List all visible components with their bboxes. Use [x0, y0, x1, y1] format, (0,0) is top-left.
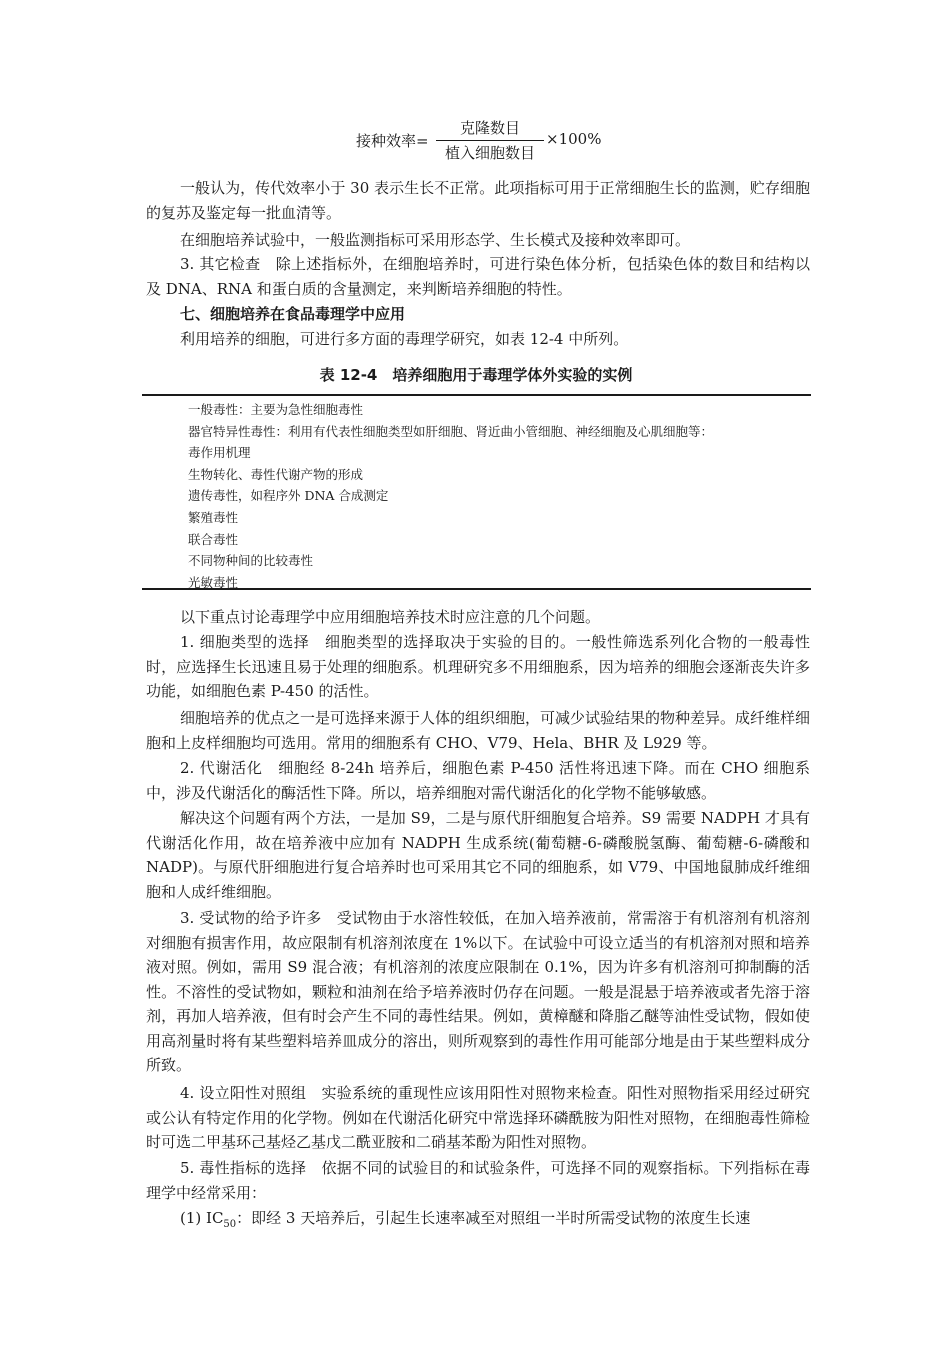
- paragraph-toxicity-indicators: 5. 毒性指标的选择 依据不同的试验目的和试验条件，可选择不同的观察指标。下列指标在毒理学中经常采用：: [146, 1159, 810, 1202]
- paragraph-cell-type-selection: 1. 细胞类型的选择 细胞类型的选择取决于实验的目的。一般性筛选系列化合物的一般毒性时，应选择生长迅速且易于处理的细胞系。机理研究多不用细胞系，因为培养的细胞会逐渐丧失许多功能，如细胞色素 P-450 的活性。: [146, 633, 810, 700]
- formula-fraction: [436, 118, 544, 163]
- formula-numerator: 克隆数目: [459, 119, 520, 137]
- formula-rhs: ×100%: [546, 130, 602, 148]
- paragraph-table-intro: 利用培养的细胞，可进行多方面的毒理学研究，如表 12-4 中所列。: [180, 330, 629, 348]
- paragraph-issues-intro: 以下重点讨论毒理学中应用细胞培养技术时应注意的几个问题。: [180, 608, 601, 626]
- paragraph-s9-solution: 解决这个问题有两个方法，一是加 S9，二是与原代肝细胞复合培养。S9 需要 NADPH 才具有代谢活化作用，故在培养液中应加有 NADPH 生成系统(葡萄糖-6-磷酸脱氢酶、葡萄糖-6-磷酸和 NADP)。与原代肝细胞进行复合培养时也可采用其它不同的细胞系，如 V79、中国地鼠肺成纤维细胞和人成纤维细胞。: [146, 809, 810, 901]
- paragraph-ic50: [146, 1206, 810, 1238]
- ic50-text: ：即经 3 天培养后，引起生长速率减至对照组一半时所需受试物的浓度生长速: [236, 1209, 751, 1227]
- table-caption: 表 12-4 培养细胞用于毒理学体外实验的实例: [319, 366, 633, 384]
- table-row: 生物转化、毒性代谢产物的形成: [188, 466, 364, 482]
- paragraph-test-substance: 3. 受试物的给予许多 受试物由于水溶性较低，在加入培养液前，常需溶于有机溶剂有机溶剂对细胞有损害作用，故应限制有机溶剂浓度在 1%以下。在试验中可设立适当的有机溶剂对照和培养液对照。例如，需用 S9 混合液；有机溶剂的浓度应限制在 0.1%，因为许多有机溶剂可抑制酶的活性。不溶性的受试物如，颗粒和油剂在给予培养液时仍存在问题。一般是混悬于培养液或者先溶于溶剂，再加人培养液，但有时会产生不同的毒性结果。例如，黄樟醚和降脂乙醚等油性受试物，假如使用高剂量时将有某些塑料培养皿成分的溶出，则所观察到的毒性作用可能部分地是由于某些塑料成分所致。: [146, 909, 810, 1074]
- paragraph-other-checks: 3. 其它检查 除上述指标外，在细胞培养时，可进行染色体分析，包括染色体的数目和结构以及 DNA、RNA 和蛋白质的含量测定，来判断培养细胞的特性。: [146, 255, 810, 298]
- table-top-rule: [142, 394, 811, 396]
- formula-denominator: 植入细胞数目: [444, 144, 535, 162]
- table-bottom-rule: [142, 588, 811, 590]
- section-title: 七、细胞培养在食品毒理学中应用: [180, 305, 406, 323]
- paragraph-cell-advantages: 细胞培养的优点之一是可选择来源于人体的组织细胞，可减少试验结果的物种差异。成纤维样细胞和上皮样细胞均可选用。常用的细胞系有 CHO、V79、Hela、BHR 及 L929 等。: [146, 709, 811, 752]
- ic50-prefix: (1) IC: [180, 1209, 224, 1227]
- table-row: 联合毒性: [188, 531, 239, 547]
- table-row: 光敏毒性: [188, 574, 239, 590]
- ic50-subscript: 50: [223, 1219, 237, 1230]
- table-row: 繁殖毒性: [188, 510, 239, 525]
- table-row: 一般毒性：主要为急性细胞毒性: [188, 402, 364, 417]
- paragraph-metabolic-activation: 2. 代谢活化 细胞经 8-24h 培养后，细胞色素 P-450 活性将迅速下降。而在 CHO 细胞系中，涉及代谢活化的酶活性下降。所以，培养细胞对需代谢活化的化学物不能够敏感。: [146, 759, 810, 802]
- fraction-bar: [436, 140, 544, 141]
- paragraph-positive-control: 4. 设立阳性对照组 实验系统的重现性应该用阳性对照物来检查。阳性对照物指采用经过研究或公认有特定作用的化学物。例如在代谢活化研究中常选择环磷酰胺为阳性对照物，在细胞毒性筛检时可选二甲基环己基烃乙基戊二酰亚胺和二硝基苯酚为阳性对照物。: [146, 1084, 810, 1151]
- table-row: 器官特异性毒性：利用有代表性细胞类型如肝细胞、肾近曲小管细胞、神经细胞及心肌细胞等：: [188, 423, 714, 439]
- paragraph-growth-monitoring: 一般认为，传代效率小于 30 表示生长不正常。此项指标可用于正常细胞生长的监测，贮存细胞的复苏及鉴定每一批血清等。: [146, 179, 810, 222]
- formula-lhs: 接种效率=: [356, 132, 429, 150]
- table-row: 遗传毒性，如程序外 DNA 合成测定: [188, 488, 389, 504]
- table-row: 毒作用机理: [188, 445, 251, 461]
- table-row: 不同物种间的比较毒性: [188, 553, 314, 569]
- paragraph-monitoring-indicators: 在细胞培养试验中，一般监测指标可采用形态学、生长模式及接种效率即可。: [180, 231, 691, 249]
